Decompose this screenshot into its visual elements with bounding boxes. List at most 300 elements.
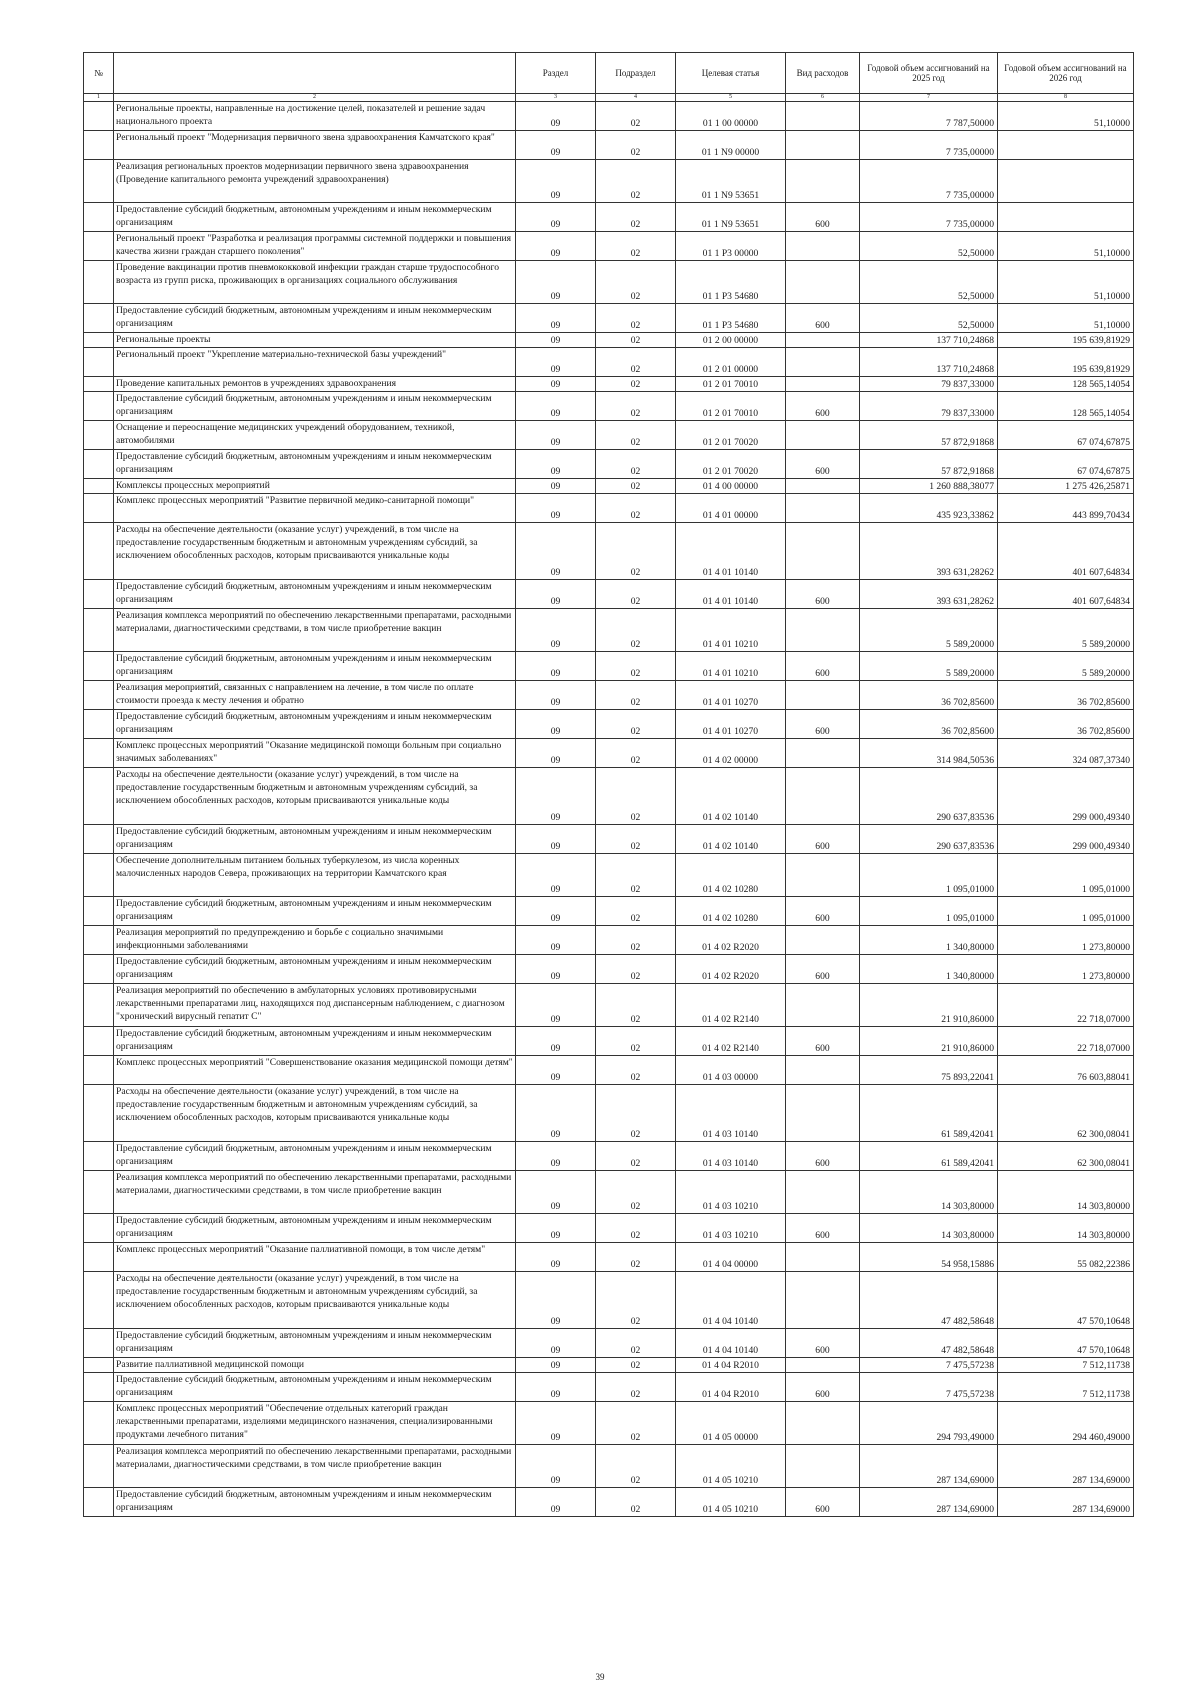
row-number: [84, 450, 114, 479]
row-name: Расходы на обеспечение деятельности (оказание услуг) учреждений, в том числе на предоставление государственным бюджетным и автономным учреждениям субсидий, за исключением обособленных расходов, которым присваиваются уникальные коды: [114, 768, 516, 825]
row-allocation-2026: 51,10000: [998, 304, 1134, 333]
page-number: 39: [595, 1672, 605, 1682]
row-target-article: 01 4 02 10280: [676, 897, 786, 926]
row-name: Предоставление субсидий бюджетным, автономным учреждениям и иным некоммерческим организациям: [114, 652, 516, 681]
row-section: 09: [516, 897, 596, 926]
row-subsection: 02: [596, 1171, 676, 1214]
row-target-article: 01 1 P3 00000: [676, 232, 786, 261]
table-row: [84, 131, 1134, 160]
column-index: 2: [114, 94, 516, 102]
row-target-article: 01 4 01 10270: [676, 710, 786, 739]
row-allocation-2026: 287 134,69000: [998, 1445, 1134, 1488]
row-expense-type: [786, 1358, 860, 1373]
row-allocation-2025: 79 837,33000: [860, 392, 998, 421]
table-row: [84, 854, 1134, 897]
row-expense-type: [786, 609, 860, 652]
row-allocation-2025: 7 475,57238: [860, 1373, 998, 1402]
row-allocation-2025: 393 631,28262: [860, 523, 998, 580]
row-allocation-2026: [998, 160, 1134, 203]
row-expense-type: 600: [786, 897, 860, 926]
row-section: 09: [516, 1027, 596, 1056]
table-row: [84, 1142, 1134, 1171]
row-allocation-2026: 14 303,80000: [998, 1171, 1134, 1214]
row-subsection: 02: [596, 348, 676, 377]
row-target-article: 01 2 00 00000: [676, 333, 786, 348]
row-allocation-2025: 7 475,57238: [860, 1358, 998, 1373]
table-row: [84, 739, 1134, 768]
row-name: Комплекс процессных мероприятий "Развитие первичной медико-санитарной помощи": [114, 494, 516, 523]
row-subsection: 02: [596, 854, 676, 897]
row-expense-type: [786, 1056, 860, 1085]
row-section: 09: [516, 1402, 596, 1445]
table-row: [84, 1085, 1134, 1142]
row-expense-type: 600: [786, 1373, 860, 1402]
row-subsection: 02: [596, 131, 676, 160]
row-name: Региональный проект "Укрепление материально-технической базы учреждений": [114, 348, 516, 377]
row-name: Комплекс процессных мероприятий "Совершенствование оказания медицинской помощи детям": [114, 1056, 516, 1085]
row-number: [84, 710, 114, 739]
row-allocation-2026: 401 607,64834: [998, 523, 1134, 580]
row-expense-type: [786, 1272, 860, 1329]
row-section: 09: [516, 955, 596, 984]
row-allocation-2026: 1 095,01000: [998, 854, 1134, 897]
row-subsection: 02: [596, 450, 676, 479]
column-index: 6: [786, 94, 860, 102]
table-row: [84, 681, 1134, 710]
row-name: Предоставление субсидий бюджетным, автономным учреждениям и иным некоммерческим организациям: [114, 955, 516, 984]
row-allocation-2026: 62 300,08041: [998, 1142, 1134, 1171]
table-row: [84, 203, 1134, 232]
row-allocation-2026: 36 702,85600: [998, 681, 1134, 710]
row-expense-type: [786, 739, 860, 768]
row-name: Предоставление субсидий бюджетным, автономным учреждениям и иным некоммерческим организациям: [114, 825, 516, 854]
row-subsection: 02: [596, 392, 676, 421]
row-allocation-2026: 51,10000: [998, 102, 1134, 131]
row-number: [84, 768, 114, 825]
row-expense-type: [786, 984, 860, 1027]
row-allocation-2026: 324 087,37340: [998, 739, 1134, 768]
row-allocation-2026: 5 589,20000: [998, 652, 1134, 681]
row-number: [84, 609, 114, 652]
row-allocation-2025: 1 340,80000: [860, 955, 998, 984]
row-number: [84, 523, 114, 580]
row-allocation-2025: 75 893,22041: [860, 1056, 998, 1085]
row-allocation-2026: 67 074,67875: [998, 421, 1134, 450]
row-number: [84, 1402, 114, 1445]
row-allocation-2026: [998, 203, 1134, 232]
table-row: [84, 768, 1134, 825]
row-subsection: 02: [596, 1358, 676, 1373]
row-target-article: 01 4 01 10210: [676, 609, 786, 652]
row-allocation-2025: 47 482,58648: [860, 1329, 998, 1358]
row-section: 09: [516, 160, 596, 203]
row-section: 09: [516, 1056, 596, 1085]
row-section: 09: [516, 1171, 596, 1214]
row-allocation-2025: 287 134,69000: [860, 1488, 998, 1517]
row-expense-type: [786, 1171, 860, 1214]
row-target-article: 01 1 N9 53651: [676, 203, 786, 232]
row-subsection: 02: [596, 1056, 676, 1085]
row-number: [84, 1488, 114, 1517]
row-number: [84, 1373, 114, 1402]
table-row: [84, 1402, 1134, 1445]
row-name: Реализация комплекса мероприятий по обеспечению лекарственными препаратами, расходными материалами, диагностическими средствами, в том числе приобретение вакцин: [114, 1171, 516, 1214]
row-name: Предоставление субсидий бюджетным, автономным учреждениям и иным некоммерческим организациям: [114, 1027, 516, 1056]
row-number: [84, 984, 114, 1027]
row-section: 09: [516, 1488, 596, 1517]
row-expense-type: [786, 232, 860, 261]
row-name: Региональный проект "Разработка и реализация программы системной поддержки и повышения качества жизни граждан старшего поколения": [114, 232, 516, 261]
row-allocation-2026: 36 702,85600: [998, 710, 1134, 739]
row-target-article: 01 1 00 00000: [676, 102, 786, 131]
row-allocation-2026: 1 273,80000: [998, 926, 1134, 955]
row-name: Реализация мероприятий по предупреждению и борьбе с социально значимыми инфекционными заболеваниями: [114, 926, 516, 955]
table-row: [84, 1272, 1134, 1329]
row-subsection: 02: [596, 739, 676, 768]
row-allocation-2026: 299 000,49340: [998, 825, 1134, 854]
row-expense-type: 600: [786, 1214, 860, 1243]
row-subsection: 02: [596, 494, 676, 523]
header-allocation-2026: Годовой объем ассигнований на 2026 год: [998, 53, 1134, 94]
row-target-article: 01 4 02 10140: [676, 768, 786, 825]
row-expense-type: 600: [786, 652, 860, 681]
row-target-article: 01 4 02 R2020: [676, 955, 786, 984]
row-section: 09: [516, 421, 596, 450]
row-target-article: 01 4 02 10280: [676, 854, 786, 897]
row-allocation-2025: 5 589,20000: [860, 609, 998, 652]
row-number: [84, 1142, 114, 1171]
row-number: [84, 897, 114, 926]
row-subsection: 02: [596, 1243, 676, 1272]
row-number: [84, 160, 114, 203]
row-section: 09: [516, 1243, 596, 1272]
row-expense-type: 600: [786, 955, 860, 984]
row-allocation-2025: 287 134,69000: [860, 1445, 998, 1488]
row-section: 09: [516, 102, 596, 131]
header-name: [114, 53, 516, 94]
row-allocation-2025: 61 589,42041: [860, 1085, 998, 1142]
table-row: [84, 494, 1134, 523]
row-allocation-2026: 1 273,80000: [998, 955, 1134, 984]
row-target-article: 01 4 05 00000: [676, 1402, 786, 1445]
row-subsection: 02: [596, 1329, 676, 1358]
row-target-article: 01 4 04 00000: [676, 1243, 786, 1272]
row-subsection: 02: [596, 984, 676, 1027]
row-target-article: 01 4 03 10140: [676, 1085, 786, 1142]
row-number: [84, 348, 114, 377]
table-row: [84, 1329, 1134, 1358]
row-number: [84, 1214, 114, 1243]
row-target-article: 01 4 05 10210: [676, 1445, 786, 1488]
row-target-article: 01 4 01 10210: [676, 652, 786, 681]
row-section: 09: [516, 1214, 596, 1243]
row-allocation-2025: 137 710,24868: [860, 348, 998, 377]
row-allocation-2025: 1 260 888,38077: [860, 479, 998, 494]
row-allocation-2026: 51,10000: [998, 261, 1134, 304]
table-row: [84, 1056, 1134, 1085]
table-row: [84, 897, 1134, 926]
header-subsection: Подраздел: [596, 53, 676, 94]
row-allocation-2025: 7 735,00000: [860, 203, 998, 232]
row-name: Комплекс процессных мероприятий "Оказание паллиативной помощи, в том числе детям": [114, 1243, 516, 1272]
header-section: Раздел: [516, 53, 596, 94]
row-allocation-2025: 36 702,85600: [860, 681, 998, 710]
budget-table-sheet: [83, 52, 1133, 1517]
row-subsection: 02: [596, 102, 676, 131]
row-subsection: 02: [596, 1214, 676, 1243]
row-allocation-2025: 79 837,33000: [860, 377, 998, 392]
row-expense-type: [786, 479, 860, 494]
row-name: Предоставление субсидий бюджетным, автономным учреждениям и иным некоммерческим организациям: [114, 1373, 516, 1402]
row-allocation-2025: 21 910,86000: [860, 984, 998, 1027]
row-number: [84, 479, 114, 494]
row-subsection: 02: [596, 897, 676, 926]
row-target-article: 01 4 04 R2010: [676, 1358, 786, 1373]
row-allocation-2026: 47 570,10648: [998, 1329, 1134, 1358]
row-number: [84, 1171, 114, 1214]
row-name: Предоставление субсидий бюджетным, автономным учреждениям и иным некоммерческим организациям: [114, 1214, 516, 1243]
row-subsection: 02: [596, 203, 676, 232]
row-allocation-2025: 36 702,85600: [860, 710, 998, 739]
row-section: 09: [516, 392, 596, 421]
row-subsection: 02: [596, 652, 676, 681]
table-row: [84, 479, 1134, 494]
column-index: 5: [676, 94, 786, 102]
row-expense-type: 600: [786, 825, 860, 854]
row-number: [84, 652, 114, 681]
row-number: [84, 1027, 114, 1056]
row-expense-type: [786, 131, 860, 160]
row-expense-type: 600: [786, 304, 860, 333]
table-row: [84, 1171, 1134, 1214]
row-section: 09: [516, 609, 596, 652]
row-allocation-2025: 5 589,20000: [860, 652, 998, 681]
row-number: [84, 1243, 114, 1272]
column-index: 8: [998, 94, 1134, 102]
row-allocation-2025: 54 958,15886: [860, 1243, 998, 1272]
header-allocation-2025: Годовой объем ассигнований на 2025 год: [860, 53, 998, 94]
row-section: 09: [516, 854, 596, 897]
row-number: [84, 1358, 114, 1373]
row-allocation-2026: 287 134,69000: [998, 1488, 1134, 1517]
row-allocation-2025: 294 793,49000: [860, 1402, 998, 1445]
row-section: 09: [516, 1358, 596, 1373]
table-row: [84, 710, 1134, 739]
row-name: Предоставление субсидий бюджетным, автономным учреждениям и иным некоммерческим организациям: [114, 580, 516, 609]
row-number: [84, 1445, 114, 1488]
column-index-row: [84, 94, 1134, 102]
table-row: [84, 348, 1134, 377]
row-allocation-2025: 7 787,50000: [860, 102, 998, 131]
table-row: [84, 1027, 1134, 1056]
row-target-article: 01 4 01 10140: [676, 523, 786, 580]
row-section: 09: [516, 739, 596, 768]
row-expense-type: [786, 926, 860, 955]
row-section: 09: [516, 232, 596, 261]
row-expense-type: [786, 681, 860, 710]
column-index: 7: [860, 94, 998, 102]
row-section: 09: [516, 333, 596, 348]
row-name: Расходы на обеспечение деятельности (оказание услуг) учреждений, в том числе на предоставление государственным бюджетным и автономным учреждениям субсидий, за исключением обособленных расходов, которым присваиваются уникальные коды: [114, 1085, 516, 1142]
table-row: [84, 580, 1134, 609]
row-allocation-2026: 294 460,49000: [998, 1402, 1134, 1445]
row-number: [84, 1056, 114, 1085]
row-expense-type: [786, 333, 860, 348]
column-index: 4: [596, 94, 676, 102]
row-allocation-2025: 52,50000: [860, 304, 998, 333]
row-number: [84, 131, 114, 160]
row-allocation-2026: 47 570,10648: [998, 1272, 1134, 1329]
row-allocation-2026: 67 074,67875: [998, 450, 1134, 479]
row-number: [84, 377, 114, 392]
row-allocation-2025: 61 589,42041: [860, 1142, 998, 1171]
row-allocation-2026: 55 082,22386: [998, 1243, 1134, 1272]
row-subsection: 02: [596, 955, 676, 984]
row-section: 09: [516, 494, 596, 523]
row-allocation-2025: 14 303,80000: [860, 1171, 998, 1214]
row-section: 09: [516, 984, 596, 1027]
row-number: [84, 739, 114, 768]
row-allocation-2026: 299 000,49340: [998, 768, 1134, 825]
row-allocation-2026: 51,10000: [998, 232, 1134, 261]
row-allocation-2025: 1 340,80000: [860, 926, 998, 955]
row-target-article: 01 4 03 10210: [676, 1171, 786, 1214]
row-subsection: 02: [596, 304, 676, 333]
table-row: [84, 232, 1134, 261]
row-section: 09: [516, 523, 596, 580]
row-section: 09: [516, 1445, 596, 1488]
row-allocation-2025: 7 735,00000: [860, 131, 998, 160]
row-allocation-2025: 52,50000: [860, 261, 998, 304]
row-allocation-2025: 21 910,86000: [860, 1027, 998, 1056]
header-number: №: [84, 53, 114, 94]
row-name: Предоставление субсидий бюджетным, автономным учреждениям и иным некоммерческим организациям: [114, 392, 516, 421]
row-expense-type: 600: [786, 1027, 860, 1056]
row-number: [84, 494, 114, 523]
row-name: Комплексы процессных мероприятий: [114, 479, 516, 494]
table-body: [84, 102, 1134, 1517]
row-expense-type: [786, 854, 860, 897]
table-row: [84, 1373, 1134, 1402]
table-row: [84, 609, 1134, 652]
row-allocation-2025: 7 735,00000: [860, 160, 998, 203]
row-section: 09: [516, 681, 596, 710]
row-subsection: 02: [596, 926, 676, 955]
row-target-article: 01 4 02 10140: [676, 825, 786, 854]
row-name: Предоставление субсидий бюджетным, автономным учреждениям и иным некоммерческим организациям: [114, 304, 516, 333]
row-allocation-2026: 62 300,08041: [998, 1085, 1134, 1142]
row-subsection: 02: [596, 1445, 676, 1488]
row-allocation-2026: 76 603,88041: [998, 1056, 1134, 1085]
row-name: Оснащение и переоснащение медицинских учреждений оборудованием, техникой, автомобилями: [114, 421, 516, 450]
table-row: [84, 421, 1134, 450]
table-row: [84, 523, 1134, 580]
row-target-article: 01 4 04 10140: [676, 1272, 786, 1329]
row-subsection: 02: [596, 768, 676, 825]
table-row: [84, 1243, 1134, 1272]
row-target-article: 01 4 04 R2010: [676, 1373, 786, 1402]
row-number: [84, 681, 114, 710]
row-target-article: 01 4 03 10140: [676, 1142, 786, 1171]
row-allocation-2026: 195 639,81929: [998, 348, 1134, 377]
row-expense-type: 600: [786, 580, 860, 609]
row-expense-type: 600: [786, 1488, 860, 1517]
row-expense-type: [786, 768, 860, 825]
table-row: [84, 926, 1134, 955]
row-target-article: 01 1 N9 00000: [676, 131, 786, 160]
row-expense-type: [786, 523, 860, 580]
row-section: 09: [516, 450, 596, 479]
row-expense-type: 600: [786, 392, 860, 421]
row-expense-type: 600: [786, 1329, 860, 1358]
row-name: Проведение капитальных ремонтов в учреждениях здравоохранения: [114, 377, 516, 392]
row-target-article: 01 4 05 10210: [676, 1488, 786, 1517]
row-subsection: 02: [596, 1488, 676, 1517]
row-section: 09: [516, 768, 596, 825]
row-allocation-2025: 1 095,01000: [860, 897, 998, 926]
row-allocation-2026: 1 095,01000: [998, 897, 1134, 926]
table-row: [84, 261, 1134, 304]
row-number: [84, 333, 114, 348]
row-expense-type: [786, 160, 860, 203]
row-allocation-2026: 5 589,20000: [998, 609, 1134, 652]
row-target-article: 01 4 03 10210: [676, 1214, 786, 1243]
row-number: [84, 1272, 114, 1329]
row-number: [84, 1329, 114, 1358]
row-section: 09: [516, 1373, 596, 1402]
row-expense-type: 600: [786, 710, 860, 739]
row-name: Реализация мероприятий, связанных с направлением на лечение, в том числе по оплате стоимости проезда к месту лечения и обратно: [114, 681, 516, 710]
row-name: Предоставление субсидий бюджетным, автономным учреждениям и иным некоммерческим организациям: [114, 450, 516, 479]
row-target-article: 01 2 01 70020: [676, 421, 786, 450]
row-expense-type: [786, 1085, 860, 1142]
row-subsection: 02: [596, 580, 676, 609]
row-subsection: 02: [596, 1027, 676, 1056]
row-allocation-2025: 290 637,83536: [860, 768, 998, 825]
row-expense-type: 600: [786, 450, 860, 479]
row-name: Реализация комплекса мероприятий по обеспечению лекарственными препаратами, расходными материалами, диагностическими средствами, в том числе приобретение вакцин: [114, 1445, 516, 1488]
row-allocation-2026: 443 899,70434: [998, 494, 1134, 523]
row-name: Региональные проекты: [114, 333, 516, 348]
row-section: 09: [516, 926, 596, 955]
row-number: [84, 392, 114, 421]
table-header-row: [84, 53, 1134, 94]
row-number: [84, 854, 114, 897]
table-row: [84, 652, 1134, 681]
row-target-article: 01 4 02 R2140: [676, 984, 786, 1027]
row-subsection: 02: [596, 523, 676, 580]
row-name: Реализация региональных проектов модернизации первичного звена здравоохранения (Проведение капитального ремонта учреждений здравоохранения): [114, 160, 516, 203]
row-expense-type: [786, 348, 860, 377]
row-section: 09: [516, 825, 596, 854]
row-expense-type: [786, 1402, 860, 1445]
row-allocation-2025: 137 710,24868: [860, 333, 998, 348]
row-expense-type: [786, 102, 860, 131]
table-row: [84, 1214, 1134, 1243]
row-subsection: 02: [596, 333, 676, 348]
row-section: 09: [516, 1085, 596, 1142]
row-subsection: 02: [596, 1402, 676, 1445]
table-row: [84, 333, 1134, 348]
table-row: [84, 304, 1134, 333]
row-section: 09: [516, 1272, 596, 1329]
row-allocation-2025: 57 872,91868: [860, 450, 998, 479]
row-allocation-2025: 47 482,58648: [860, 1272, 998, 1329]
row-subsection: 02: [596, 232, 676, 261]
row-subsection: 02: [596, 1085, 676, 1142]
row-name: Развитие паллиативной медицинской помощи: [114, 1358, 516, 1373]
row-target-article: 01 2 01 00000: [676, 348, 786, 377]
